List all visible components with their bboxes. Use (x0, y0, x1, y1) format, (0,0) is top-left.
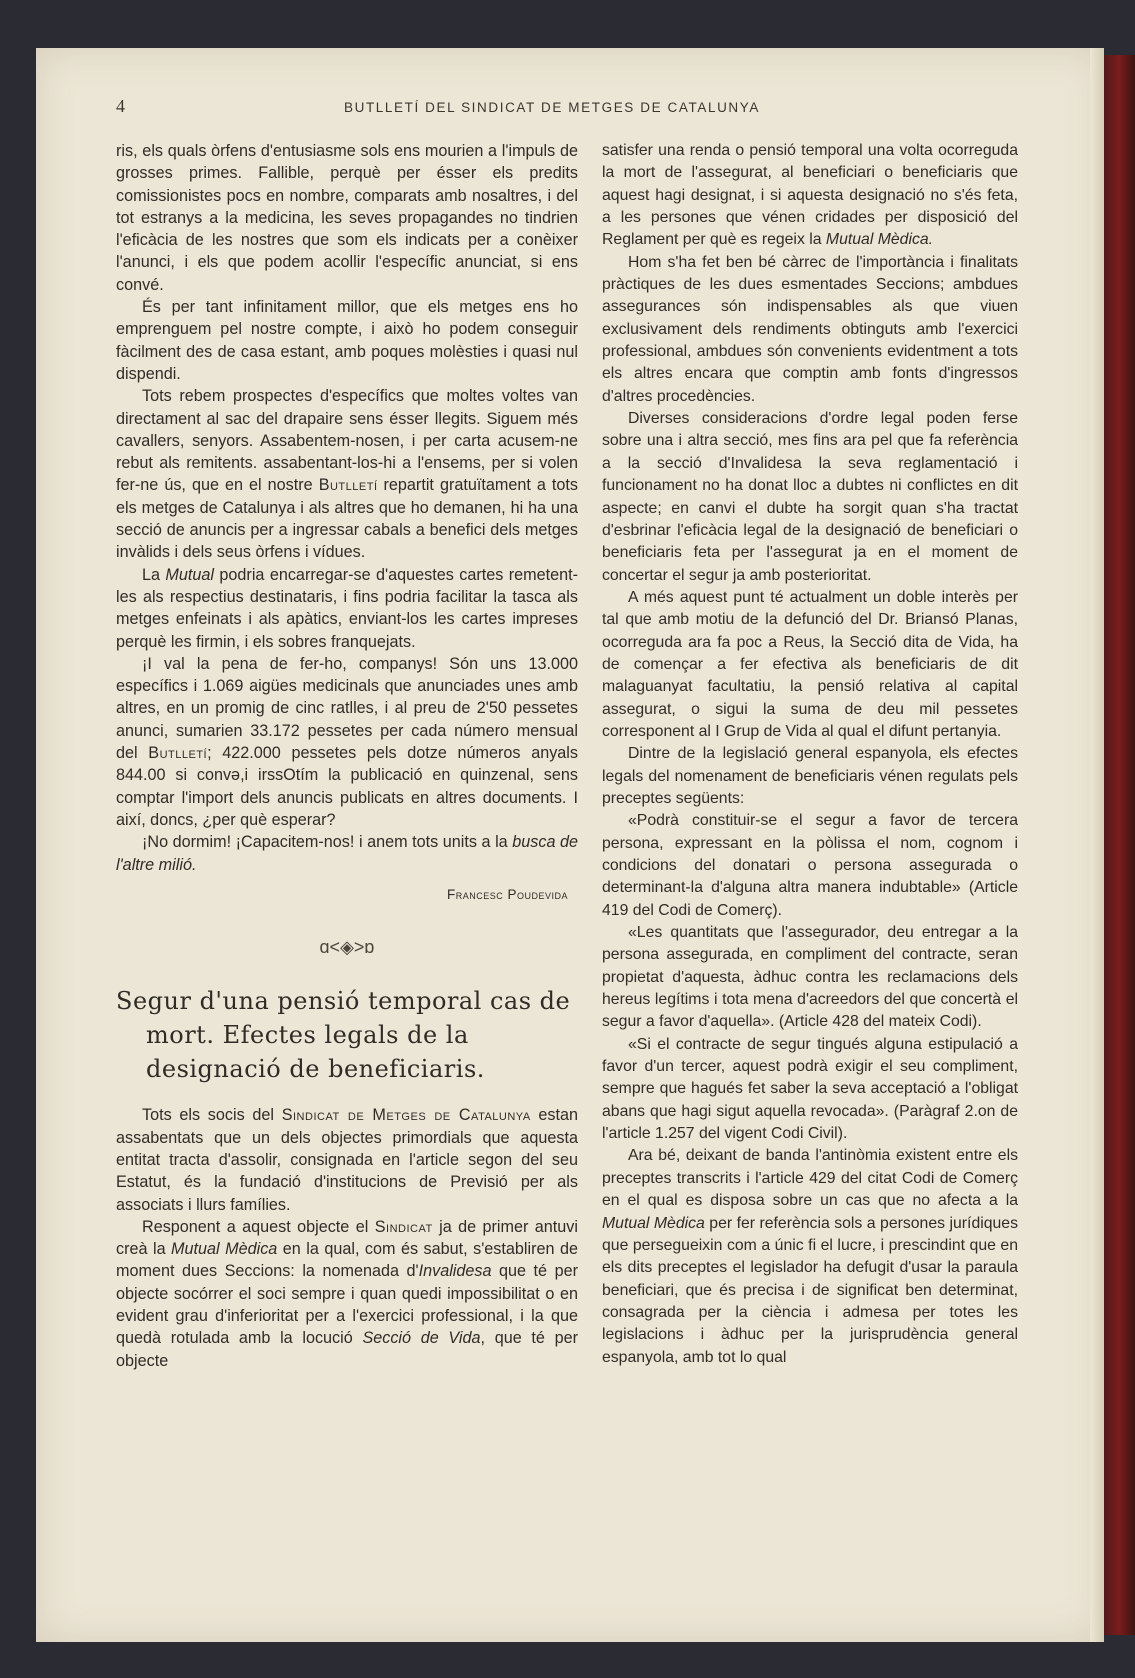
paragraph: Responent a aquest objecte el Sindicat ja de primer antuvi creà la Mutual Mèdica en la qual, com és sabut, s'establiren de moment dues Seccions: la nomenada d'Invalidesa que té per objecte socórrer el soci sempre i quan quedi impossibilitat o en evident grau d'inferioritat per a l'exercici professional, i la que quedà rotulada amb la locució Secció de Vida, que té per objecte (116, 1217, 578, 1370)
quotation: «Les quantitats que l'assegurador, deu entregar a la persona assegurada, en compliment del contracte, seran propietat d'aquesta, àdhuc contra les reclamacions dels hereus legítims i tota mena d'acreedors del que concertà el segur a favor d'aquella». (Article 428 del mateix Codi). (602, 924, 1018, 1031)
paragraph: La Mutual podria encarregar-se d'aquestes cartes remetent-les als respectius destinataris, i fins podria facilitar la tasca als metges enfeinats i als apàtics, enviant-los les cartes impreses perquè les firmin, i els sobres franquejats. (116, 565, 578, 651)
paragraph: ris, els quals òrfens d'entusiasme sols ens mourien a l'impuls de grosses primes. Fallible, perquè per ésser els predits comissionistes pocs en nombre, comparats amb nosaltres, i del tot estranys a la medicina, les seves propagandes no tindrien l'eficàcia de les nostres que som els indicats per a conèixer l'anunci, i els que podem acollir l'específic anunciat, si ens convé. (116, 142, 578, 294)
paragraph: A més aquest punt té actualment un doble interès per tal que amb motiu de la defunció del Dr. Briansó Planas, ocorreguda ara fa poc a Reus, la Secció dita de Vida, ha de començar a fer efectiva als beneficiaris de dit malaguanyat facultatiu, la pensió relativa al capital assegurat, o sigui la suma de deu mil pessetes corresponent al I Grup de Vida al qual el difunt pertanyia. (602, 588, 1018, 740)
quotation: «Si el contracte de segur tingués alguna estipulació a favor d'un tercer, aquest podrà exigir el seu compliment, sempre que hagués fet saber la seva acceptació a l'obligat abans que hagi sigut aquella revocada». (Paràgraf 2.on de l'article 1.257 del vigent Codi Civil). (602, 1035, 1018, 1143)
article-title: Segur d'una pensió temporal cas de mort. Efectes legals de la designació de beneficiaris. (116, 987, 571, 1084)
paragraph: Diverses consideracions d'ordre legal poden ferse sobre una i altra secció, mes fins ara pel que fa referència a la secció d'Invalidesa la seva reglamentació i funcionament no ha donat lloc a dubtes ni conflictes en dit aspecte; en canvi el dubte ha sorgit quan s'ha tractat d'esbrinar l'eficàcia legal de la designació de beneficiari o beneficiaris feta per l'assegurat ja en el moment de concertar el segur ja amb posterioritat. (602, 410, 1018, 584)
paragraph: satisfer una renda o pensió temporal una volta ocorreguda la mort de l'assegurat, al beneficiari o beneficiaris que aquest hagi designat, i si aquesta designació no s'és feta, a les persones que vénen cridades per disposició del Reglament per què es regeix la Mutual Mèdica. (602, 142, 1018, 249)
paragraph: Ara bé, deixant de banda l'antinòmia existent entre els preceptes transcrits i l'article 429 del citat Codi de Comerç en el qual es disposa sobre un cas que no afecta a la Mutual Mèdica per fer referència sols a persones jurídiques que persegueixin com a únic fi el lucre, i prescindint que en els dits preceptes el legislador ha defugit d'usar la paraula beneficiari, que és precisa i de significat ben determinat, consagrada per la ciència i admesa per totes les legislacions i àdhuc per la jurisprudència general espanyola, amb tot lo qual (602, 1147, 1018, 1366)
left-column (116, 140, 578, 1372)
section-ornament: ɑ<◈>ɒ (319, 937, 375, 958)
page-header (116, 96, 856, 122)
author-signature: Francesc Poudevida (446, 886, 568, 902)
quotation: «Podrà constituir-se el segur a favor de tercera persona, expressant en la pòlissa el nom, cognom i condicions del donatari o persona assegurada o determinant-la d'alguna altra manera indubtable» (Article 419 del Codi de Comerç). (602, 812, 1018, 919)
paragraph: És per tant infinitament millor, que els metges ens ho emprenguem pel nostre compte, i això ho podem conseguir fàcilment des de casa estant, amb poques molèsties i quasi nul dispendi. (116, 298, 578, 383)
right-column (602, 140, 1018, 1369)
page-edge (1090, 48, 1104, 1642)
paragraph: ¡I val la pena de fer-ho, companys! Són uns 13.000 específics i 1.069 aigües medicinals que anunciades unes amb altres, en un promig de cinc ratlles, i al preu de 2'50 pessetes anunci, sumarien 33.172 pessetes per cada número mensual del Butlletí; 422.000 pessetes pels dotze números anyals 844.00 si convə,i irssOtím la publicació en quinzenal, sens comptar l'import dels anuncis publicats en altres documents. I així, doncs, ¿per què esperar? (116, 654, 578, 829)
page-number: 4 (116, 96, 125, 116)
paragraph: Tots els socis del Sindicat de Metges de Catalunya estan assabentats que un dels objectes primordials que aquesta entitat tracta d'assolir, consignada en l'article segon del seu Estatut, és la fundació d'institucions de Previsió per als associats i llurs famílies. (116, 1106, 578, 1214)
paragraph: Dintre de la legislació general espanyola, els efectes legals del nomenament de beneficiaris vénen regulats pels preceptes següents: (602, 745, 1018, 807)
running-head: BUTLLETÍ DEL SINDICAT DE METGES DE CATALUNYA (344, 100, 760, 115)
paragraph: ¡No dormim! ¡Capacitem-nos! i anem tots units a la busca de l'altre milió. (116, 833, 579, 874)
paragraph: Hom s'ha fet ben bé càrrec de l'importància i finalitats pràctiques de les dues esmentades Seccions; ambdues assegurances són indispensables als que viuen exclusivament dels rendiments obtinguts amb l'exercici professional, ambdues són convenients evidentment a tots els altres encara que comptin amb fonts d'ingressos d'altres procedències. (602, 253, 1018, 405)
paragraph: Tots rebem prospectes d'específics que moltes voltes van directament al sac del drapaire sens ésser llegits. Siguem més cavallers, senyors. Assabentem-nosen, i per carta acusem-ne rebut als remitents. assabentant-los-hi a l'ensems, per si volen fer-ne ús, que en el nostre Butlletí repartit gratuïtament a tots els metges de Catalunya i als altres que ho demanen, hi ha una secció de anuncis per a ingressar cabals a benefici dels metges invàlids i dels seus òrfens i vídues. (116, 387, 578, 562)
